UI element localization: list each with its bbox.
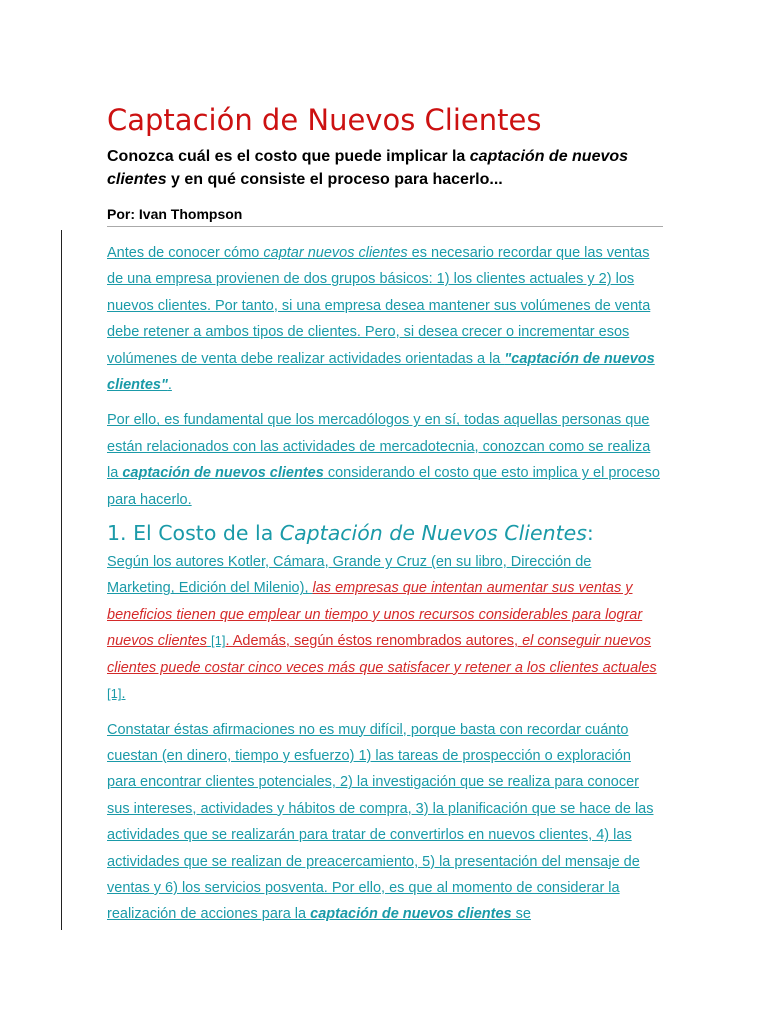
left-margin-rule (61, 230, 62, 930)
reference-link[interactable]: [1] (210, 633, 226, 649)
paragraph-intro[interactable] (107, 240, 663, 398)
paragraph-quote[interactable]: las empresas que intentan aumentar sus ventas y beneficios tienen que emplear un tiempo y unos recursos considerables para lograr nuevos clientes (107, 580, 643, 650)
article-subtitle (107, 145, 663, 191)
paragraph-text[interactable]: . Además, según éstos renombrados autores, (225, 633, 523, 650)
section-heading-cost (107, 519, 663, 547)
section-heading-emphasis: Captación de Nuevos Clientes (279, 521, 587, 546)
article-title: Captación de Nuevos Clientes (107, 103, 542, 137)
section-heading-suffix: : (586, 521, 594, 546)
paragraph-importance[interactable] (107, 407, 663, 513)
subtitle-text-end: y en qué consiste el proceso para hacerlo... (166, 171, 503, 188)
paragraph-keyword[interactable]: "captación de nuevos clientes" (107, 350, 655, 394)
paragraph-text[interactable]: es necesario recordar que las ventas de una empresa provienen de dos grupos básicos: 1) los clientes actuales y 2) los nuevos clientes. Por tanto, si una empresa desea mantener sus volúmenes de venta debe retener a ambos tipos de clientes. Pero, si desea crecer o incrementar esos volúmenes de venta debe realizar actividades orientadas a la (107, 245, 651, 367)
paragraph-text[interactable]: Constatar éstas afirmaciones no es muy difícil, porque basta con recordar cuánto cuestan (en dinero, tiempo y esfuerzo) 1) las tareas de prospección o exploración para encontrar clientes potenciales, 2) la investigación que se realiza para conocer sus intereses, actividades y hábitos de compra, 3) la planificación que se hace de las actividades que se realizarán para tratar de convertirlos en nuevos clientes, 4) las actividades que se realizan de preacercamiento, 5) la presentación del mensaje de ventas y 6) los servicios posventa. Por ello, es que al momento de considerar la realización de acciones para la (107, 721, 654, 923)
paragraph-text[interactable]: Por ello, es fundamental que los mercadólogos y en sí, todas aquellas personas que están relacionados con las actividades de mercadotecnia, conozcan como se realiza la (107, 412, 651, 482)
paragraph-emphasis[interactable]: captar nuevos clientes (263, 245, 408, 261)
subtitle-text: Conozca cuál es el costo que puede implicar la (107, 148, 470, 165)
paragraph-costs[interactable] (107, 717, 663, 928)
section-heading-prefix: 1. El Costo de la (107, 521, 280, 546)
article (107, 96, 663, 928)
paragraph-authors[interactable] (107, 549, 663, 707)
paragraph-text[interactable]: . (167, 377, 172, 394)
paragraph-text[interactable]: se (511, 906, 531, 923)
paragraph-text[interactable]: Según los autores Kotler, Cámara, Grande y Cruz (en su libro, Dirección de Marketing, Edición del Milenio), (107, 554, 592, 597)
paragraph-text[interactable]: . (121, 686, 126, 703)
reference-link[interactable]: [1] (107, 686, 122, 702)
paragraph-keyword[interactable]: captación de nuevos clientes (310, 906, 512, 923)
paragraph-keyword[interactable]: captación de nuevos clientes (122, 465, 324, 482)
paragraph-quote[interactable]: el conseguir nuevos clientes puede costar cinco veces más que satisfacer y retener a los clientes actuales (107, 633, 657, 676)
author-byline: Por: Ivan Thompson (107, 205, 663, 227)
subtitle-emphasis: captación de nuevos clientes (107, 148, 629, 188)
paragraph-text[interactable]: Antes de conocer cómo (107, 245, 264, 261)
paragraph-text[interactable]: considerando el costo que esto implica y el proceso para hacerlo. (107, 465, 660, 508)
